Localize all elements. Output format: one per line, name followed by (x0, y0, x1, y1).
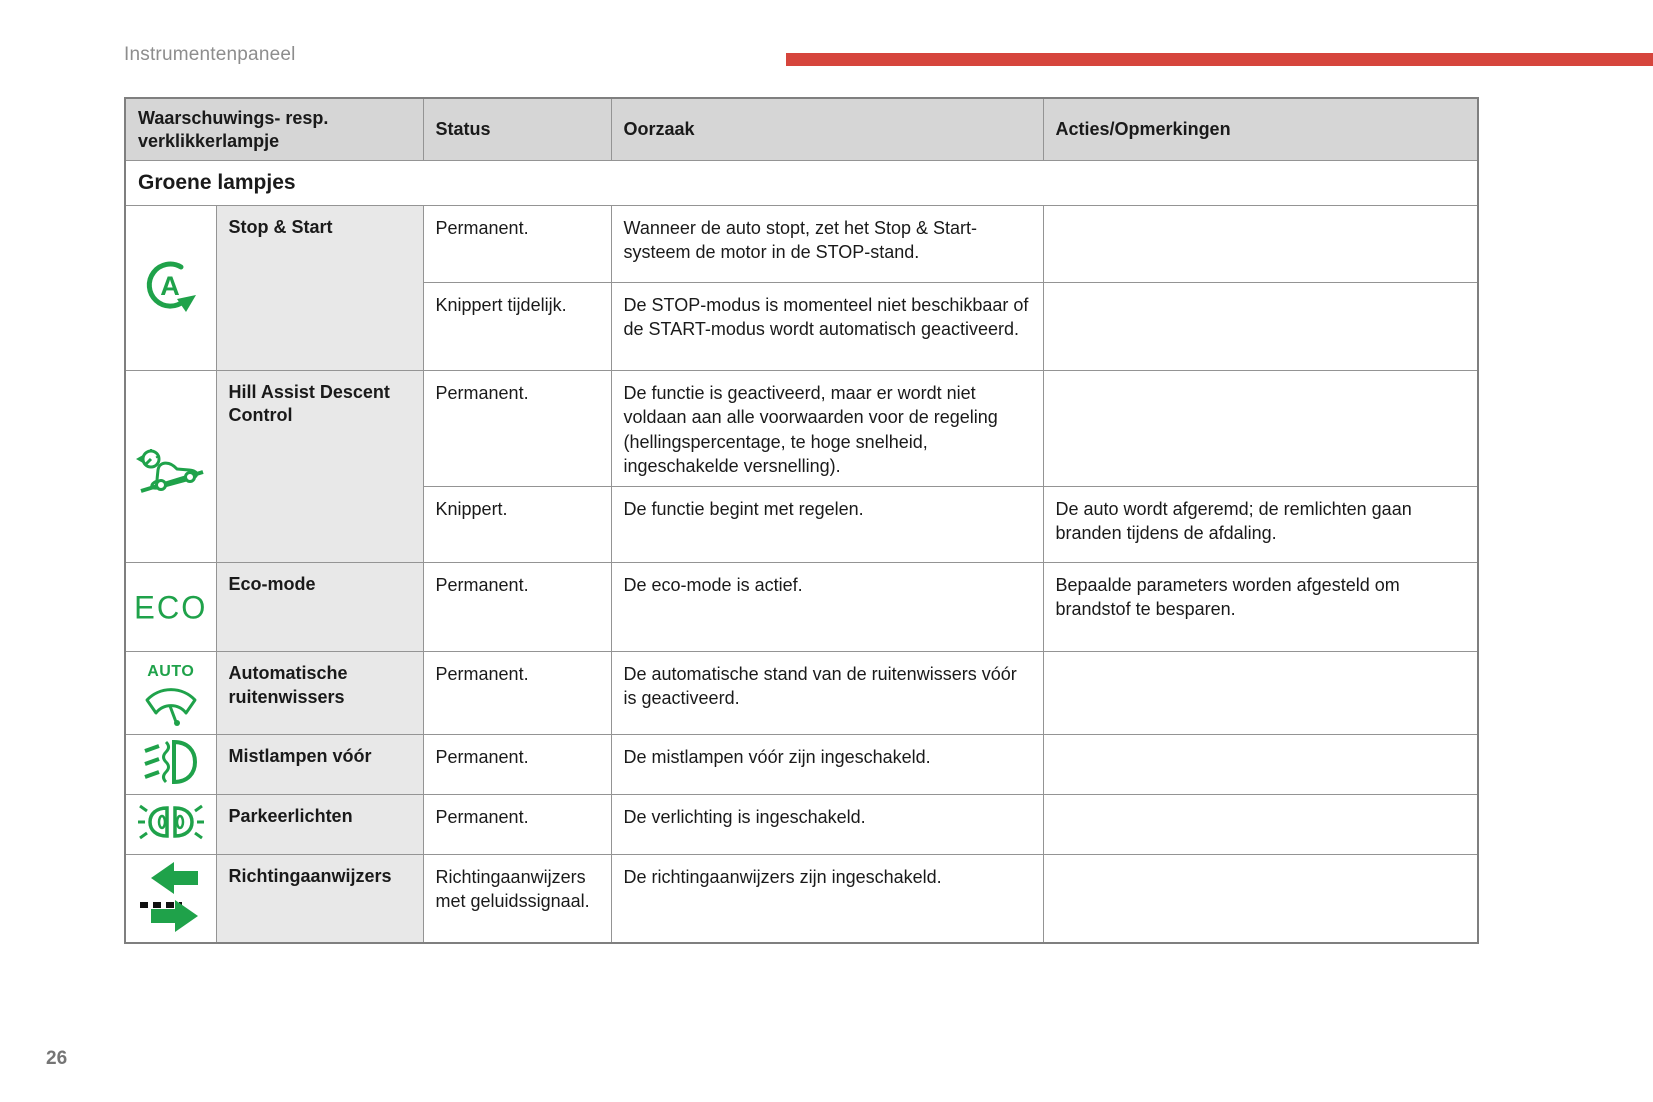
action-cell (1043, 735, 1478, 795)
indicator-icon-cell (125, 563, 216, 652)
indicator-lamp-table (124, 97, 1479, 944)
cause-cell: De verlichting is ingeschakeld. (611, 795, 1043, 855)
column-header-cause: Oorzaak (611, 98, 1043, 161)
indicator-icon-cell (125, 206, 216, 371)
table-header-row (125, 98, 1478, 161)
page-number: 26 (46, 1048, 68, 1069)
cause-cell: De STOP-modus is momenteel niet beschikbaar of de START-modus wordt automatisch geactiveerd. (611, 283, 1043, 371)
eco-mode-icon: ECO (134, 588, 208, 626)
indicator-icon-cell (125, 735, 216, 795)
turn-indicators-icon (140, 859, 202, 933)
action-cell (1043, 795, 1478, 855)
indicator-label: Stop & Start (216, 206, 423, 371)
indicator-lamp-table-wrap (124, 97, 1479, 944)
cause-cell: De automatische stand van de ruitenwissers vóór is geactiveerd. (611, 652, 1043, 735)
automatic-wipers-icon: AUTO (143, 664, 199, 727)
front-fog-lights-icon (143, 736, 199, 788)
svg-text:A: A (160, 270, 180, 301)
indicator-icon-cell (125, 795, 216, 855)
table-row (125, 563, 1478, 652)
cause-cell: De mistlampen vóór zijn ingeschakeld. (611, 735, 1043, 795)
accent-bar (786, 53, 1653, 66)
status-cell: Knippert tijdelijk. (423, 283, 611, 371)
status-cell: Knippert. (423, 487, 611, 563)
indicator-label: Hill Assist Descent Control (216, 371, 423, 563)
status-cell: Permanent. (423, 652, 611, 735)
page-title: Instrumentenpaneel (124, 44, 296, 65)
stop-start-icon (143, 258, 199, 314)
indicator-icon-cell (125, 371, 216, 563)
indicator-label: Automatische ruitenwissers (216, 652, 423, 735)
cause-cell: De richtingaanwijzers zijn ingeschakeld. (611, 855, 1043, 943)
indicator-label: Parkeerlichten (216, 795, 423, 855)
table-row (125, 795, 1478, 855)
indicator-icon-cell (125, 652, 216, 735)
table-body (125, 161, 1478, 943)
status-cell: Richtingaanwijzers met geluidssignaal. (423, 855, 611, 943)
section-row (125, 161, 1478, 206)
action-cell: De auto wordt afgeremd; de remlichten gaan branden tijdens de afdaling. (1043, 487, 1478, 563)
section-title: Groene lampjes (125, 161, 1478, 206)
cause-cell: De functie is geactiveerd, maar er wordt niet voldaan aan alle voorwaarden voor de regeling (hellingspercentage, te hoge snelheid, ingeschakelde versnelling). (611, 371, 1043, 487)
action-cell (1043, 652, 1478, 735)
table-row (125, 855, 1478, 943)
column-header-warning-lamp: Waarschuwings- resp. verklikkerlampje (125, 98, 423, 161)
action-cell (1043, 206, 1478, 283)
cause-cell: Wanneer de auto stopt, zet het Stop & Start-systeem de motor in de STOP-stand. (611, 206, 1043, 283)
parking-lights-icon (138, 800, 204, 844)
status-cell: Permanent. (423, 563, 611, 652)
indicator-icon-cell (125, 855, 216, 943)
table-row (125, 206, 1478, 283)
action-cell (1043, 283, 1478, 371)
table-row (125, 371, 1478, 487)
column-header-status: Status (423, 98, 611, 161)
indicator-label: Richtingaanwijzers (216, 855, 423, 943)
indicator-label: Mistlampen vóór (216, 735, 423, 795)
cause-cell: De functie begint met regelen. (611, 487, 1043, 563)
indicator-label: Eco-mode (216, 563, 423, 652)
status-cell: Permanent. (423, 735, 611, 795)
hill-assist-descent-control-icon (136, 435, 206, 493)
table-row (125, 652, 1478, 735)
action-cell (1043, 855, 1478, 943)
status-cell: Permanent. (423, 206, 611, 283)
table-row (125, 735, 1478, 795)
action-cell (1043, 371, 1478, 487)
status-cell: Permanent. (423, 795, 611, 855)
action-cell: Bepaalde parameters worden afgesteld om brandstof te besparen. (1043, 563, 1478, 652)
status-cell: Permanent. (423, 371, 611, 487)
cause-cell: De eco-mode is actief. (611, 563, 1043, 652)
column-header-actions: Acties/Opmerkingen (1043, 98, 1478, 161)
